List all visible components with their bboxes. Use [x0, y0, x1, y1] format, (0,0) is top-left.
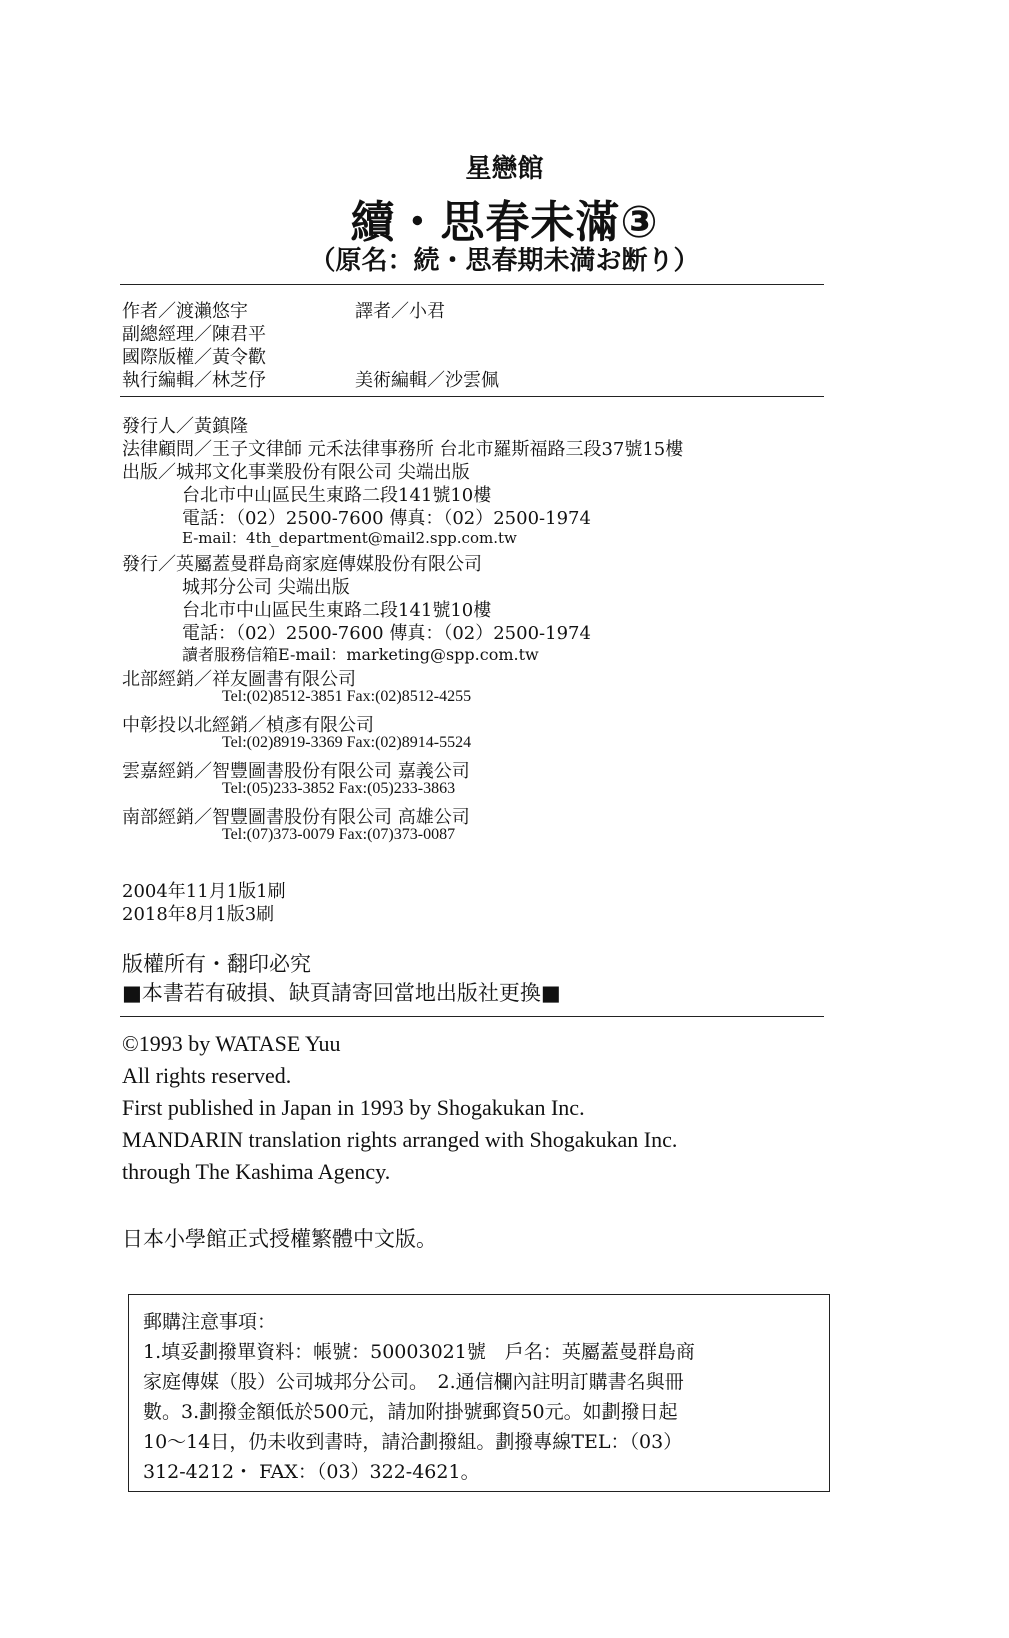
rights-reserved: 版權所有・翻印必究	[122, 952, 311, 976]
original-title: （原名：続・思春期未満お断り）	[309, 246, 700, 276]
distributor-branch: 城邦分公司 尖端出版	[182, 577, 350, 598]
notice-heading: 郵購注意事項：	[143, 1311, 277, 1333]
publisher-tel: 電話：（02）2500-7600 傳真：（02）2500-1974	[182, 508, 591, 529]
distributor-tel: 電話：（02）2500-7600 傳真：（02）2500-1974	[182, 623, 591, 644]
publisher-address: 台北市中山區民生東路二段141號10樓	[182, 485, 492, 506]
edition-first: 2004年11月1版1刷	[122, 881, 286, 902]
notice-line-5: 312-4212・ FAX：（03）322-4621。	[143, 1461, 480, 1483]
distributor-email: 讀者服務信箱E-mail：marketing@spp.com.tw	[182, 645, 539, 664]
central-distributor: 中彰投以北經銷／楨彥有限公司	[122, 715, 374, 736]
first-published-line: First published in Japan in 1993 by Shogakukan Inc.	[122, 1095, 585, 1120]
north-distributor: 北部經銷／祥友圖書有限公司	[122, 669, 356, 690]
book-title: 續・思春未滿③	[350, 197, 659, 248]
credit-exec-editor: 執行編輯／林芝伃	[122, 370, 266, 391]
notice-line-3: 數。3.劃撥金額低於500元，請加附掛號郵資50元。如劃撥日起	[143, 1401, 678, 1423]
legal-counsel: 法律顧問／王子文律師 元禾法律事務所 台北市羅斯福路三段37號15樓	[122, 439, 684, 460]
divider-top	[120, 284, 824, 285]
notice-line-2: 家庭傳媒（股）公司城邦分公司。 2.通信欄內註明訂購書名與冊	[143, 1371, 684, 1393]
credit-intl-rights: 國際版權／黃令歡	[122, 347, 266, 368]
chiayi-distributor: 雲嘉經銷／智豐圖書股份有限公司 嘉義公司	[122, 761, 470, 782]
publisher-email: E-mail：4th_department@mail2.spp.com.tw	[182, 529, 517, 547]
distributor-name: 發行／英屬蓋曼群島商家庭傳媒股份有限公司	[122, 554, 482, 575]
notice-line-1: 1.填妥劃撥單資料：帳號：50003021號 戶名：英屬蓋曼群島商	[143, 1341, 695, 1363]
divider-credits	[120, 396, 824, 397]
mail-order-notice	[128, 1294, 830, 1492]
series-name: 星戀館	[465, 154, 544, 184]
credit-translator: 譯者／小君	[355, 301, 445, 322]
north-distributor-tel: Tel:(02)8512-3851 Fax:(02)8512-4255	[222, 688, 472, 705]
authorized-edition: 日本小學館正式授權繁體中文版。	[122, 1227, 437, 1251]
publisher-name: 出版／城邦文化事業股份有限公司 尖端出版	[122, 462, 470, 483]
all-rights-line: All rights reserved.	[122, 1063, 292, 1088]
damage-notice: ■本書若有破損、缺頁請寄回當地出版社更換■	[122, 981, 561, 1005]
credit-author: 作者／渡瀨悠宇	[122, 301, 248, 322]
chiayi-distributor-tel: Tel:(05)233-3852 Fax:(05)233-3863	[222, 780, 456, 797]
south-distributor-tel: Tel:(07)373-0079 Fax:(07)373-0087	[222, 826, 456, 843]
south-distributor: 南部經銷／智豐圖書股份有限公司 高雄公司	[122, 807, 470, 828]
edition-current: 2018年8月1版3刷	[122, 904, 275, 925]
distributor-address: 台北市中山區民生東路二段141號10樓	[182, 600, 492, 621]
credit-deputy-gm: 副總經理／陳君平	[122, 324, 266, 345]
agency-line: through The Kashima Agency.	[122, 1159, 391, 1184]
copyright-line: ©1993 by WATASE Yuu	[122, 1031, 341, 1056]
notice-line-4: 10～14日，仍未收到書時，請洽劃撥組。劃撥專線TEL：（03）	[143, 1431, 683, 1453]
mandarin-rights-line: MANDARIN translation rights arranged with Shogakukan Inc.	[122, 1127, 678, 1152]
divider-english	[120, 1016, 824, 1017]
central-distributor-tel: Tel:(02)8919-3369 Fax:(02)8914-5524	[222, 734, 472, 751]
issuer: 發行人／黃鎮隆	[122, 416, 248, 437]
credit-art-editor: 美術編輯／沙雲佩	[355, 370, 499, 391]
